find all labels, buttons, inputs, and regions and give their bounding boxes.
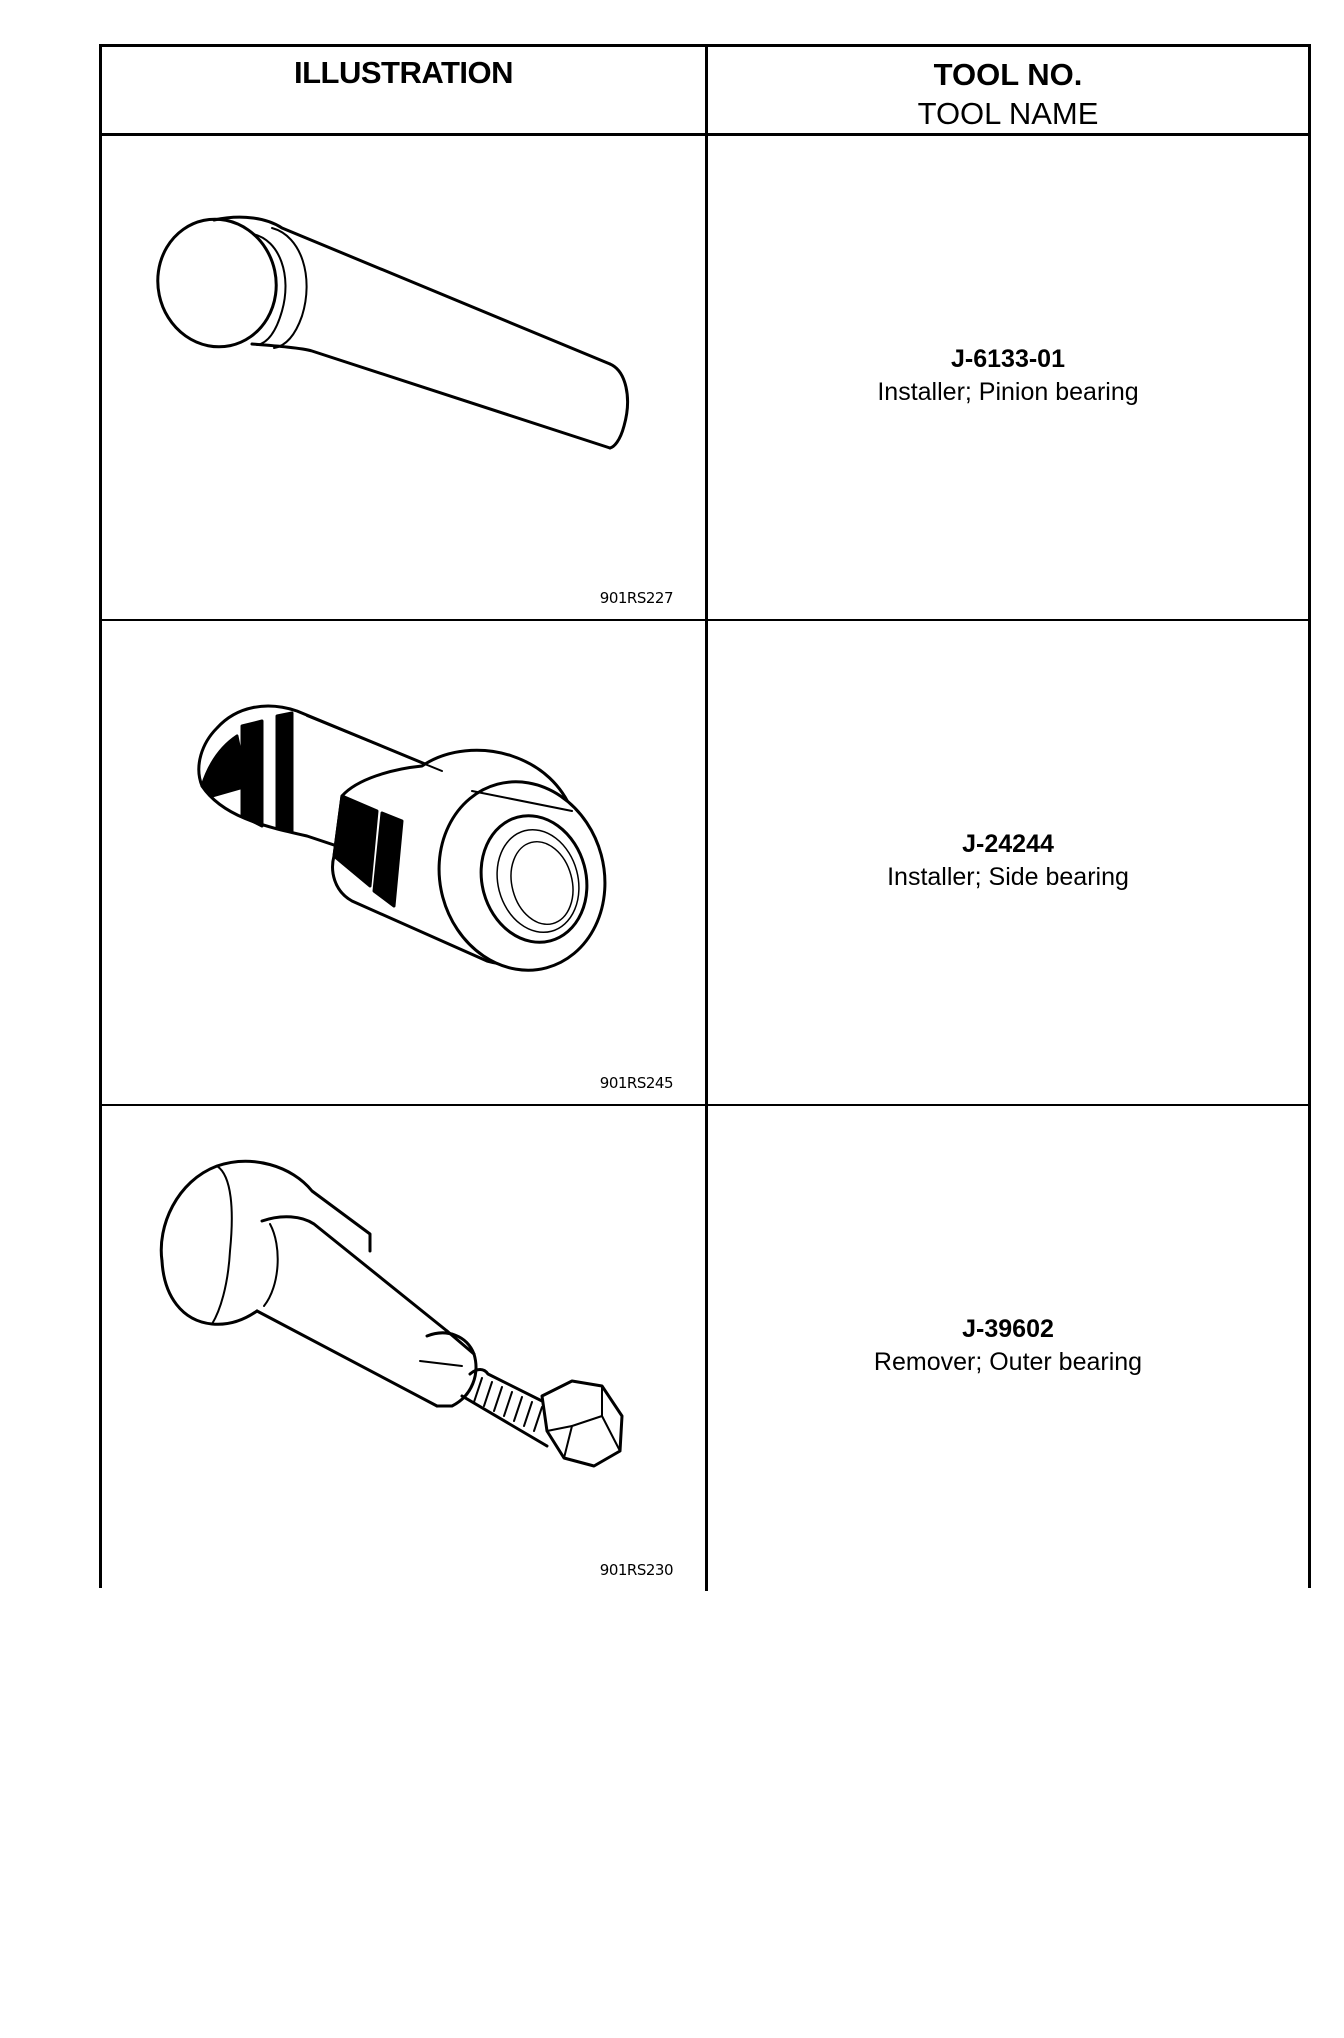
tool-number: J-24244 [962, 830, 1054, 858]
tool-name: Installer; Pinion bearing [877, 378, 1139, 406]
tool-info [708, 828, 1308, 894]
tool-info-cell [708, 621, 1308, 1104]
illustration-cell [102, 136, 705, 619]
tool-number: J-39602 [962, 1315, 1054, 1343]
outer-bearing-remover-illustration [102, 1106, 705, 1591]
tool-name: Remover; Outer bearing [873, 1348, 1143, 1376]
side-bearing-installer-illustration [102, 621, 705, 1106]
tool-table [99, 44, 1311, 1588]
tool-info [708, 343, 1308, 409]
tool-no-header: TOOL NO. [933, 57, 1083, 92]
tool-name: Installer; Side bearing [887, 863, 1129, 891]
tool-info [708, 1313, 1308, 1379]
figure-code: 901RS245 [599, 1074, 673, 1092]
figure-code: 901RS227 [599, 589, 673, 607]
tool-number: J-6133-01 [951, 345, 1065, 373]
tool-info-cell [708, 1106, 1308, 1591]
figure-code: 901RS230 [599, 1561, 673, 1579]
tool-column-header [708, 55, 1308, 133]
table-header-row [102, 47, 1308, 136]
tool-info-cell [708, 136, 1308, 619]
table-row [102, 1106, 1308, 1591]
tool-name-header: TOOL NAME [917, 96, 1099, 131]
table-row [102, 621, 1308, 1106]
illustration-column-header: ILLUSTRATION [293, 55, 513, 90]
illustration-cell [102, 1106, 705, 1591]
table-row [102, 136, 1308, 621]
pinion-bearing-installer-illustration [102, 136, 705, 621]
illustration-cell [102, 621, 705, 1104]
